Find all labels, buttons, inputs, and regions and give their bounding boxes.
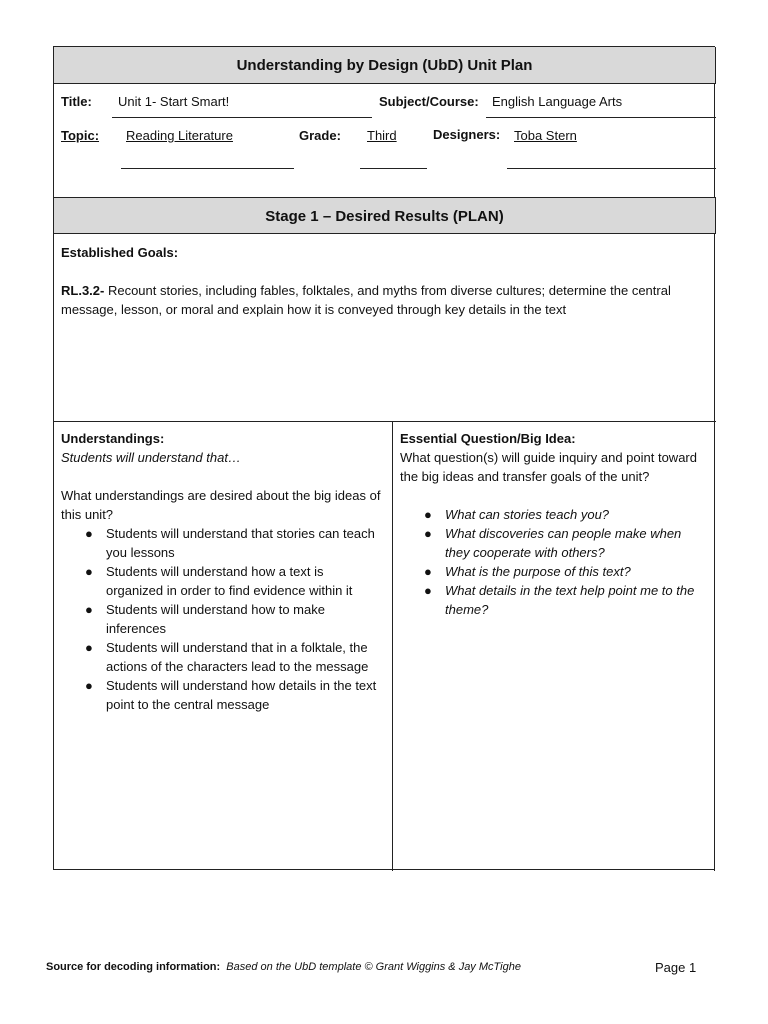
grade-underline xyxy=(360,168,427,169)
understanding-text: Students will understand how to make inferences xyxy=(106,602,325,636)
essential-list xyxy=(400,505,706,619)
column-divider xyxy=(392,421,393,871)
goal-rl32 xyxy=(61,281,711,319)
established-goals xyxy=(61,243,711,319)
page-number: Page 1 xyxy=(655,960,697,975)
subject-underline xyxy=(486,117,716,118)
goals-label: Established Goals: xyxy=(61,245,179,260)
bullet-icon: ● xyxy=(424,583,432,598)
understanding-text: Students will understand that in a folktale, the actions of the characters lead to the message xyxy=(106,640,369,674)
footer-source-text: Based on the UbD template © Grant Wiggins & Jay McTighe xyxy=(226,961,521,973)
essential-heading: Essential Question/Big Idea: xyxy=(400,431,576,446)
question-text: What discoveries can people make when they cooperate with others? xyxy=(445,526,682,560)
goal-code: RL.3.2- xyxy=(61,283,105,298)
bullet-icon: ● xyxy=(424,507,432,522)
bullet-icon: ● xyxy=(424,526,432,541)
subject-label: Subject/Course: xyxy=(379,94,479,109)
grade-label: Grade: xyxy=(299,128,341,143)
goals-bottom-border xyxy=(54,421,716,422)
list-item xyxy=(400,581,706,619)
bullet-icon: ● xyxy=(85,678,93,693)
stage1-heading: Stage 1 – Desired Results (PLAN) xyxy=(54,197,716,234)
understandings-cell xyxy=(61,429,381,714)
understandings-list xyxy=(61,524,381,714)
list-item xyxy=(400,505,706,524)
question-text: What is the purpose of this text? xyxy=(445,564,631,579)
understandings-prompt: What understandings are desired about the big ideas of this unit? xyxy=(61,488,381,522)
bullet-icon: ● xyxy=(85,526,93,541)
unit-plan-title: Understanding by Design (UbD) Unit Plan xyxy=(54,47,716,84)
topic-value: Reading Literature xyxy=(126,128,233,143)
understanding-text: Students will understand how details in the text point to the central message xyxy=(106,678,377,712)
right-border-body xyxy=(714,234,715,871)
list-item xyxy=(61,600,381,638)
title-label: Title: xyxy=(61,94,92,109)
list-item xyxy=(61,676,381,714)
bullet-icon: ● xyxy=(85,640,93,655)
understanding-text: Students will understand how a text is organized in order to find evidence within it xyxy=(106,564,353,598)
designers-value: Toba Stern xyxy=(514,128,577,143)
list-item xyxy=(61,638,381,676)
list-item xyxy=(400,524,706,562)
unit-plan-table xyxy=(53,46,715,870)
list-item xyxy=(61,524,381,562)
title-value: Unit 1- Start Smart! xyxy=(118,94,230,109)
essential-question-cell xyxy=(400,429,706,619)
question-text: What details in the text help point me to the theme? xyxy=(445,583,695,617)
essential-prompt: What question(s) will guide inquiry and point toward the big ideas and transfer goals of the unit? xyxy=(400,450,697,484)
footer-source xyxy=(46,961,521,973)
subject-value: English Language Arts xyxy=(492,94,623,109)
list-item xyxy=(61,562,381,600)
designers-underline xyxy=(507,168,716,169)
topic-label: Topic: xyxy=(61,128,100,143)
bullet-icon: ● xyxy=(85,564,93,579)
footer-source-label: Source for decoding information: xyxy=(46,961,221,973)
bullet-icon: ● xyxy=(424,564,432,579)
grade-value: Third xyxy=(367,128,397,143)
list-item xyxy=(400,562,706,581)
understandings-heading: Understandings: xyxy=(61,431,165,446)
understanding-text: Students will understand that stories can teach you lessons xyxy=(106,526,375,560)
understandings-subheading: Students will understand that… xyxy=(61,450,241,465)
right-border-header xyxy=(714,84,715,197)
question-text: What can stories teach you? xyxy=(445,507,610,522)
title-underline xyxy=(112,117,372,118)
goal-text: Recount stories, including fables, folktales, and myths from diverse cultures; determine the central message, lesson, or moral and explain how it is conveyed through key details in the text xyxy=(61,283,671,317)
topic-underline xyxy=(121,168,294,169)
designers-label: Designers: xyxy=(433,127,501,142)
bullet-icon: ● xyxy=(85,602,93,617)
